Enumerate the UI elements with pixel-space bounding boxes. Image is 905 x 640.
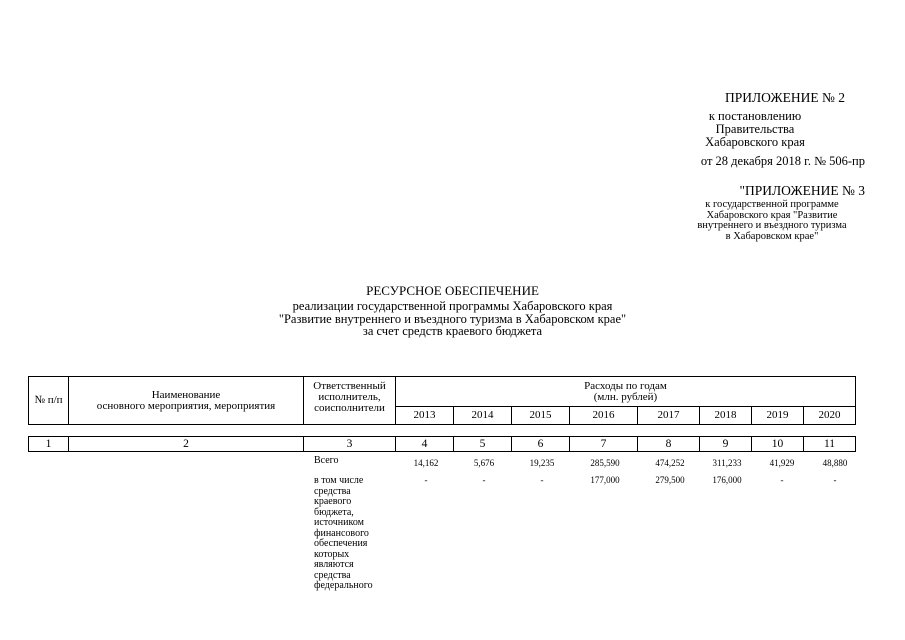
year-header: 2015 bbox=[512, 407, 570, 425]
table-cell-value: 285,590 bbox=[590, 458, 620, 468]
table-cell-value: - bbox=[482, 475, 486, 485]
col-header-name-line: Наименование bbox=[151, 388, 221, 401]
table-cell-value: 279,500 bbox=[655, 475, 685, 485]
row-label-line: в том числе bbox=[314, 475, 364, 486]
row-label-line: являются bbox=[314, 559, 354, 570]
table-cell-value: 5,676 bbox=[473, 458, 495, 468]
col-header-exp-line: (млн. рублей) bbox=[593, 390, 658, 403]
year-header: 2013 bbox=[396, 407, 454, 425]
table-cell-value: - bbox=[424, 475, 428, 485]
col-header-resp-line: соисполнители bbox=[314, 402, 385, 414]
year-header: 2020 bbox=[804, 407, 856, 425]
col-header-resp-line: исполнитель, bbox=[318, 391, 381, 403]
col-header-number: № п/п bbox=[29, 377, 69, 425]
row-label-line: источником bbox=[314, 517, 364, 528]
document-title: РЕСУРСНОЕ ОБЕСПЕЧЕНИЕ bbox=[366, 283, 539, 298]
row-label-line: федерального bbox=[314, 580, 373, 591]
appendix-3-title: "ПРИЛОЖЕНИЕ № 3 bbox=[739, 183, 865, 198]
appendix-3-line: внутреннего и въездного туризма bbox=[697, 220, 847, 231]
row-label-federal bbox=[314, 476, 373, 592]
row-label-line: которых bbox=[314, 548, 350, 560]
appendix-2-title: ПРИЛОЖЕНИЕ № 2 bbox=[724, 90, 845, 105]
column-number: 9 bbox=[700, 437, 752, 452]
document-subtitle bbox=[0, 300, 905, 338]
row-label-line: финансового bbox=[314, 527, 369, 539]
table-cell-value: - bbox=[780, 475, 784, 485]
appendix-2-line: Хабаровского края bbox=[705, 135, 805, 149]
column-number: 4 bbox=[396, 437, 454, 452]
appendix-3-body bbox=[682, 200, 862, 242]
row-label-line: краевого bbox=[314, 496, 352, 507]
year-header: 2019 bbox=[752, 407, 804, 425]
row-label-line: бюджета, bbox=[314, 506, 354, 518]
row-label-line: Всего bbox=[314, 455, 339, 466]
column-number: 6 bbox=[512, 437, 570, 452]
col-header-expenses bbox=[396, 377, 856, 407]
column-number: 7 bbox=[570, 437, 638, 452]
table-cell-value: 14,162 bbox=[413, 458, 439, 468]
resource-table-header bbox=[28, 376, 856, 452]
appendix-2-line: к постановлению bbox=[708, 109, 802, 123]
appendix-3-line: к государственной программе bbox=[705, 199, 839, 210]
table-cell-value: 311,233 bbox=[712, 458, 742, 468]
year-header: 2014 bbox=[454, 407, 512, 425]
column-number: 11 bbox=[804, 437, 856, 452]
table-cell-value: 474,252 bbox=[655, 458, 685, 468]
col-header-name bbox=[69, 377, 304, 425]
column-number: 5 bbox=[454, 437, 512, 452]
row-label-line: средства bbox=[314, 485, 351, 497]
column-number: 2 bbox=[69, 437, 304, 452]
appendix-3-line: в Хабаровском крае" bbox=[725, 230, 819, 242]
col-header-name-line: основного мероприятия, мероприятия bbox=[96, 399, 276, 412]
table-cell-value: 177,000 bbox=[590, 475, 620, 485]
row-label-line: обеспечения bbox=[314, 538, 368, 549]
column-number: 1 bbox=[29, 437, 69, 452]
year-header: 2017 bbox=[638, 407, 700, 425]
year-header: 2016 bbox=[570, 407, 638, 425]
table-cell-value: 48,880 bbox=[822, 458, 848, 468]
appendix-2-line: Правительства bbox=[715, 122, 795, 136]
table-cell-value: 19,235 bbox=[529, 458, 555, 468]
table-cell-value: - bbox=[540, 475, 544, 485]
subtitle-line: за счет средств краевого бюджета bbox=[362, 324, 543, 338]
subtitle-line: реализации государственной программы Хабаровского края bbox=[292, 299, 613, 313]
col-header-resp-line: Ответственный bbox=[313, 380, 386, 392]
appendix-2-date: от 28 декабря 2018 г. № 506-пр bbox=[700, 154, 865, 168]
subtitle-line: "Развитие внутреннего и въездного туризма в Хабаровском крае" bbox=[278, 311, 627, 326]
appendix-3-line: Хабаровского края "Развитие bbox=[706, 209, 838, 221]
appendix-2-body bbox=[680, 110, 830, 149]
row-label-total bbox=[314, 456, 339, 467]
column-number: 8 bbox=[638, 437, 700, 452]
table-cell-value: - bbox=[833, 475, 837, 485]
table-cell-value: 176,000 bbox=[712, 475, 742, 485]
table-cell-value: 41,929 bbox=[769, 458, 795, 468]
col-header-exp-line: Расходы по годам bbox=[584, 379, 667, 392]
year-header: 2018 bbox=[700, 407, 752, 425]
col-header-responsible bbox=[304, 377, 396, 425]
row-label-line: средства bbox=[314, 569, 351, 581]
column-number: 10 bbox=[752, 437, 804, 452]
column-number: 3 bbox=[304, 437, 396, 452]
